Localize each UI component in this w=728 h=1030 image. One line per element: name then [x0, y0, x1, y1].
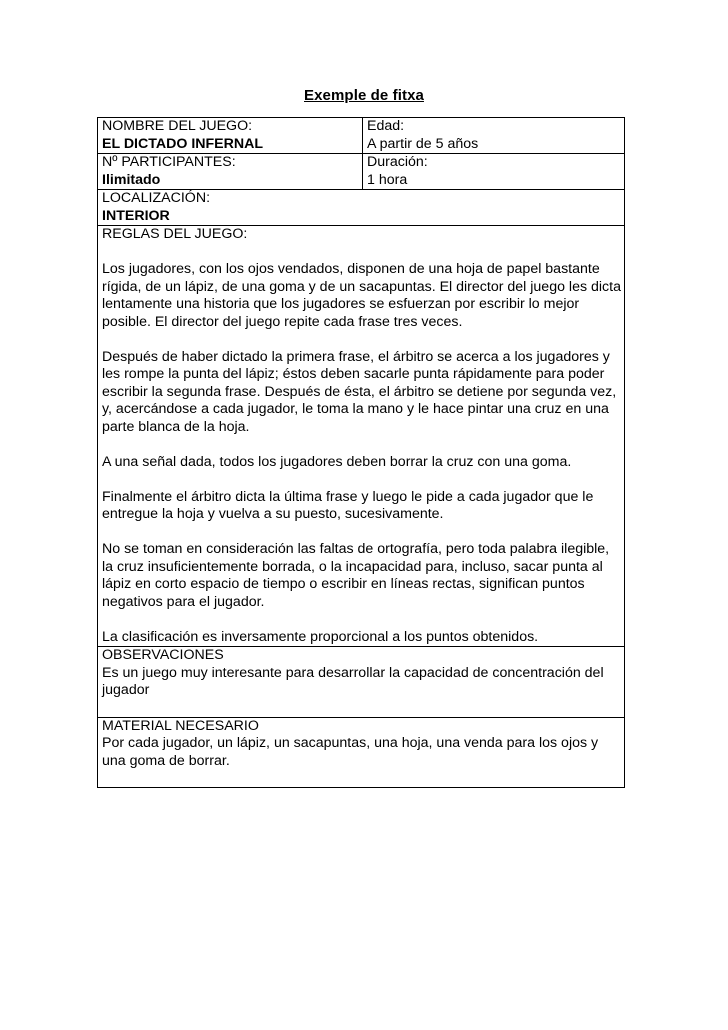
game-name-cell: [98, 118, 363, 153]
duration-value: 1 hora: [367, 171, 408, 188]
row-observations: [98, 647, 624, 718]
location-cell: [98, 190, 624, 225]
rules-paragraph: No se toman en consideración las faltas de ortografía, pero toda palabra ilegible, la cruz insuficientemente borrada, o la incapacidad para, incluso, sacar punta al lápiz en corto espacio de tiempo o escribir en líneas rectas, significan puntos negativos para el jugador.: [102, 541, 610, 610]
document-title: Exemple de fitxa: [304, 87, 424, 104]
row-participants-duration: [98, 154, 624, 190]
rules-paragraph: Los jugadores, con los ojos vendados, disponen de una hoja de papel bastante rígida, de un lápiz, de una goma y de un sacapuntas. El director del juego les dicta lentamente una historia que los jugadores se esfuerzan por escribir lo mejor posible. El director del juego repite cada frase tres veces.: [102, 261, 621, 330]
rules-paragraph: Finalmente el árbitro dicta la última frase y luego le pide a cada jugador que le entregue la hoja y vuelva a su puesto, sucesivamente.: [102, 488, 594, 522]
rules-paragraph: A una señal dada, todos los jugadores deben borrar la cruz con una goma.: [102, 453, 572, 470]
material-cell: [98, 718, 624, 788]
game-name-value: EL DICTADO INFERNAL: [102, 135, 264, 152]
game-sheet-table: [97, 117, 625, 788]
rules-paragraph: La clasificación es inversamente proporcional a los puntos obtenidos.: [102, 628, 539, 645]
age-value: A partir de 5 años: [367, 135, 479, 152]
row-material: [98, 718, 624, 788]
row-location: [98, 190, 624, 226]
age-label: Edad:: [367, 118, 405, 134]
rules-label: REGLAS DEL JUEGO:: [102, 226, 248, 242]
location-value: INTERIOR: [102, 207, 170, 224]
observations-cell: [98, 647, 624, 717]
row-name-age: [98, 118, 624, 154]
observations-label: OBSERVACIONES: [102, 647, 224, 663]
row-rules: [98, 226, 624, 647]
duration-label: Duración:: [367, 154, 428, 170]
duration-cell: [363, 154, 624, 189]
participants-value: Ilimitado: [102, 171, 161, 188]
rules-paragraph: Después de haber dictado la primera frase, el árbitro se acerca a los jugadores y les rompe la punta del lápiz; éstos deben sacarle punta rápidamente para poder escribir la segunda frase. Después de ésta, el árbitro se detiene por segunda vez, y, acercándose a cada jugador, le toma la mano y le hace pintar una cruz en una parte blanca de la hoja.: [102, 348, 617, 435]
rules-spacer: [102, 244, 621, 262]
participants-cell: [98, 154, 363, 189]
material-text: Por cada jugador, un lápiz, un sacapuntas, una hoja, una venda para los ojos y una goma de borrar.: [102, 735, 599, 769]
age-cell: [363, 118, 624, 153]
game-name-label: NOMBRE DEL JUEGO:: [102, 118, 253, 134]
participants-label: Nº PARTICIPANTES:: [102, 154, 236, 170]
location-label: LOCALIZACIÓN:: [102, 190, 211, 206]
rules-cell: [98, 226, 624, 646]
observations-text: Es un juego muy interesante para desarrollar la capacidad de concentración del jugador: [102, 664, 604, 698]
material-label: MATERIAL NECESARIO: [102, 717, 259, 734]
